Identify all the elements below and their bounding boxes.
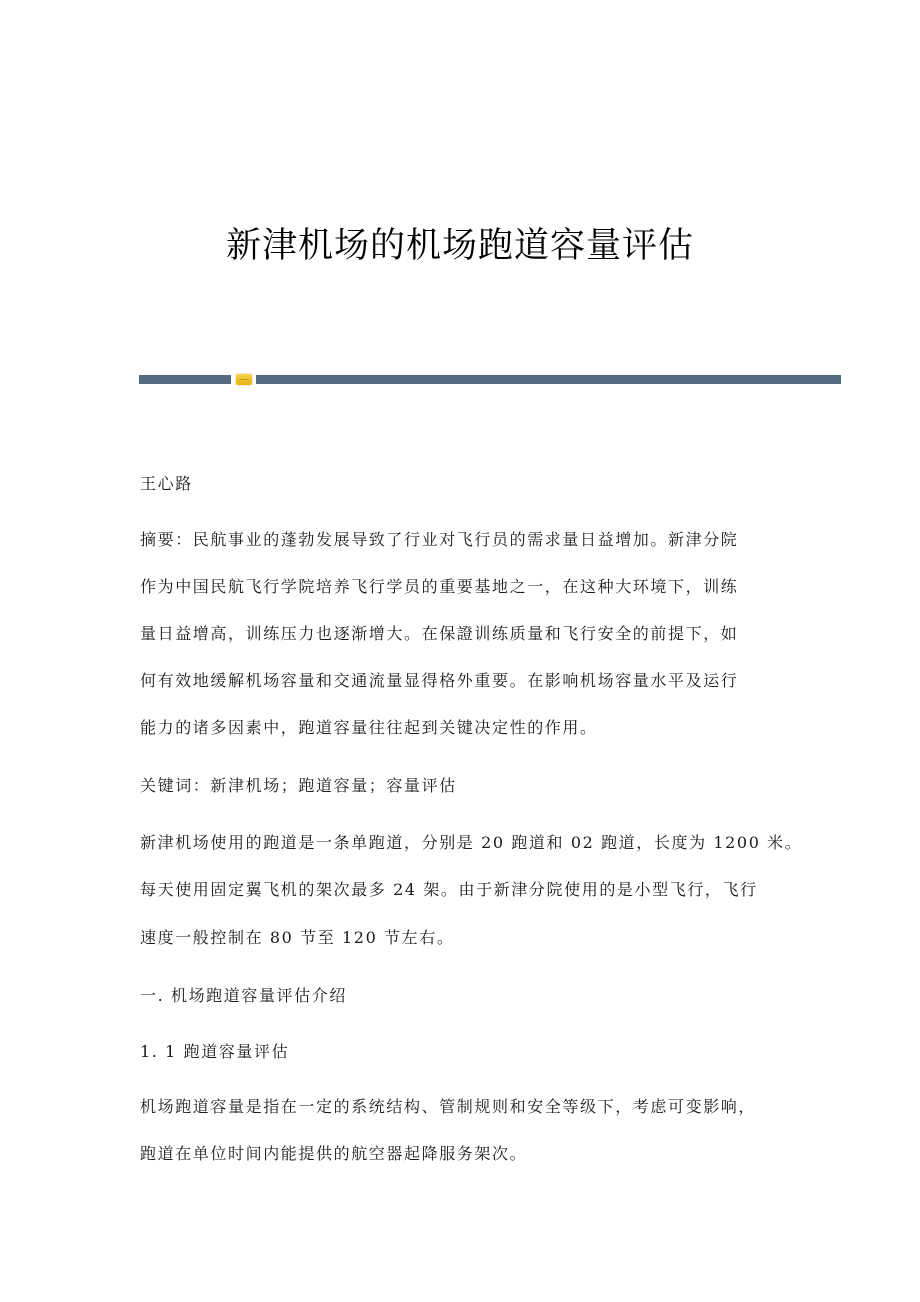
abstract-line: 何有效地缓解机场容量和交通流量显得格外重要。在影响机场容量水平及运行: [140, 671, 739, 690]
author: 王心路: [140, 474, 193, 493]
abstract-line: 作为中国民航飞行学院培养飞行学员的重要基地之一，在这种大环境下，训练: [140, 577, 739, 596]
title-divider-right: [256, 375, 841, 384]
intro-line: 新津机场使用的跑道是一条单跑道，分别是 20 跑道和 02 跑道，长度为 1200 米。: [140, 833, 803, 852]
document-title: 新津机场的机场跑道容量评估: [225, 226, 694, 266]
title-divider-left: [139, 375, 231, 384]
divider-ornament-icon: [236, 374, 252, 385]
abstract-line: 摘要：民航事业的蓬勃发展导致了行业对飞行员的需求量日益增加。新津分院: [140, 530, 739, 549]
body-line: 机场跑道容量是指在一定的系统结构、管制规则和安全等级下，考虑可变影响，: [140, 1097, 757, 1116]
section-heading-1: 一. 机场跑道容量评估介绍: [140, 986, 347, 1005]
abstract-line: 量日益增高，训练压力也逐渐增大。在保證训练质量和飞行安全的前提下，如: [140, 624, 739, 643]
intro-line: 速度一般控制在 80 节至 120 节左右。: [140, 928, 455, 947]
body-line: 跑道在单位时间内能提供的航空器起降服务架次。: [140, 1144, 528, 1163]
section-heading-1-1: 1. 1 跑道容量评估: [140, 1042, 290, 1061]
intro-line: 每天使用固定翼飞机的架次最多 24 架。由于新津分院使用的是小型飞行，飞行: [140, 880, 758, 899]
abstract-line: 能力的诸多因素中，跑道容量往往起到关键决定性的作用。: [140, 718, 598, 737]
keywords: 关键词：新津机场；跑道容量；容量评估: [140, 776, 457, 795]
